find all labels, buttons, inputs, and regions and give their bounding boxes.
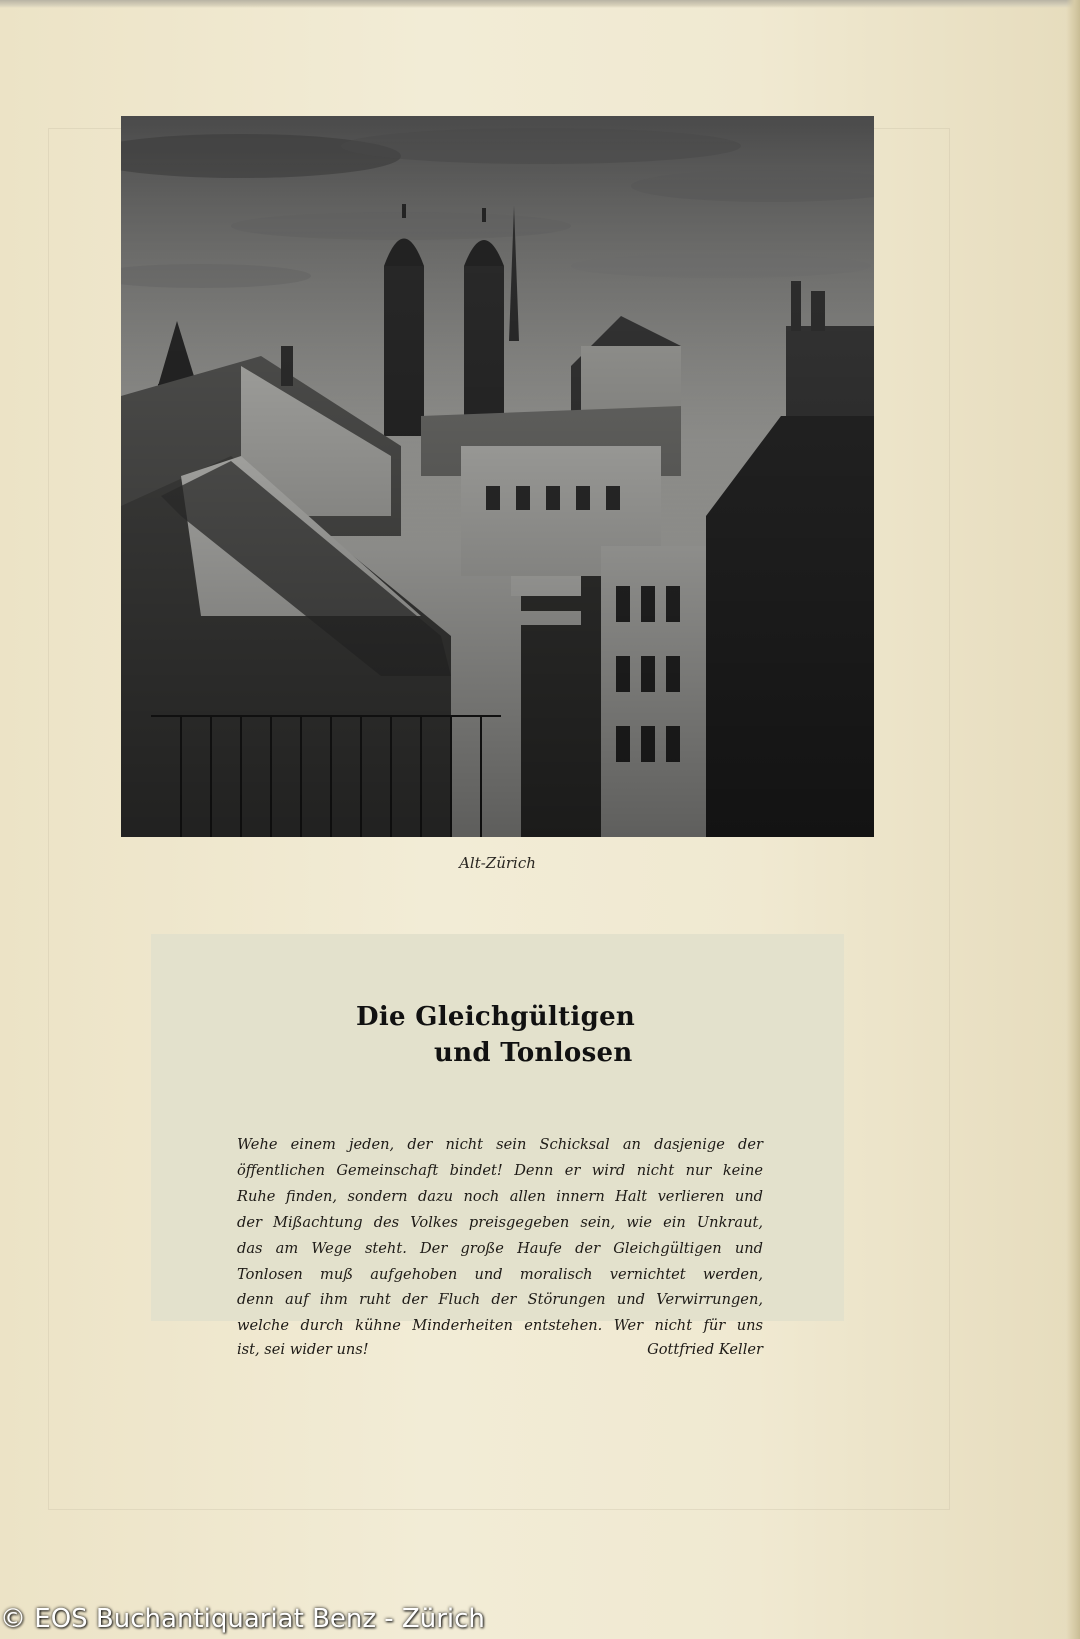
poem-line: Tonlosen muß aufgehoben und moralisch vernichtet werden, [237,1265,763,1283]
poem-line: welche durch kühne Minderheiten entstehen. Wer nicht für uns [237,1317,763,1335]
photo-old-zurich [121,116,874,837]
poem-title-line-1: Die Gleichgültigen [356,1002,636,1032]
poem-body [237,1132,763,1339]
copyright-watermark: © EOS Buchantiquariat Benz - Zürich [0,1604,485,1634]
poem-author: Gottfried Keller [647,1341,763,1358]
poem-last-line: ist, sei wider uns! [237,1341,369,1358]
poem-line: Wehe einem jeden, der nicht sein Schicksal an dasjenige der [237,1136,763,1153]
poem-line: Ruhe finden, sondern dazu noch allen innern Halt verlieren und [237,1187,763,1205]
photo-caption: Alt-Zürich [459,854,536,872]
poem-line: öffentlichen Gemeinschaft bindet! Denn er wird nicht nur keine [237,1161,763,1179]
poem-line: der Mißachtung des Volkes preisgegeben sein, wie ein Unkraut, [237,1213,763,1231]
poem-line: denn auf ihm ruht der Fluch der Störungen und Verwirrungen, [237,1291,763,1309]
poem-title-line-2: und Tonlosen [434,1038,633,1068]
photo-illustration [121,116,874,837]
page-top-edge [0,0,1080,8]
page-right-edge [1066,0,1080,1639]
poem-line: das am Wege steht. Der große Haufe der Gleichgültigen und [237,1239,763,1257]
